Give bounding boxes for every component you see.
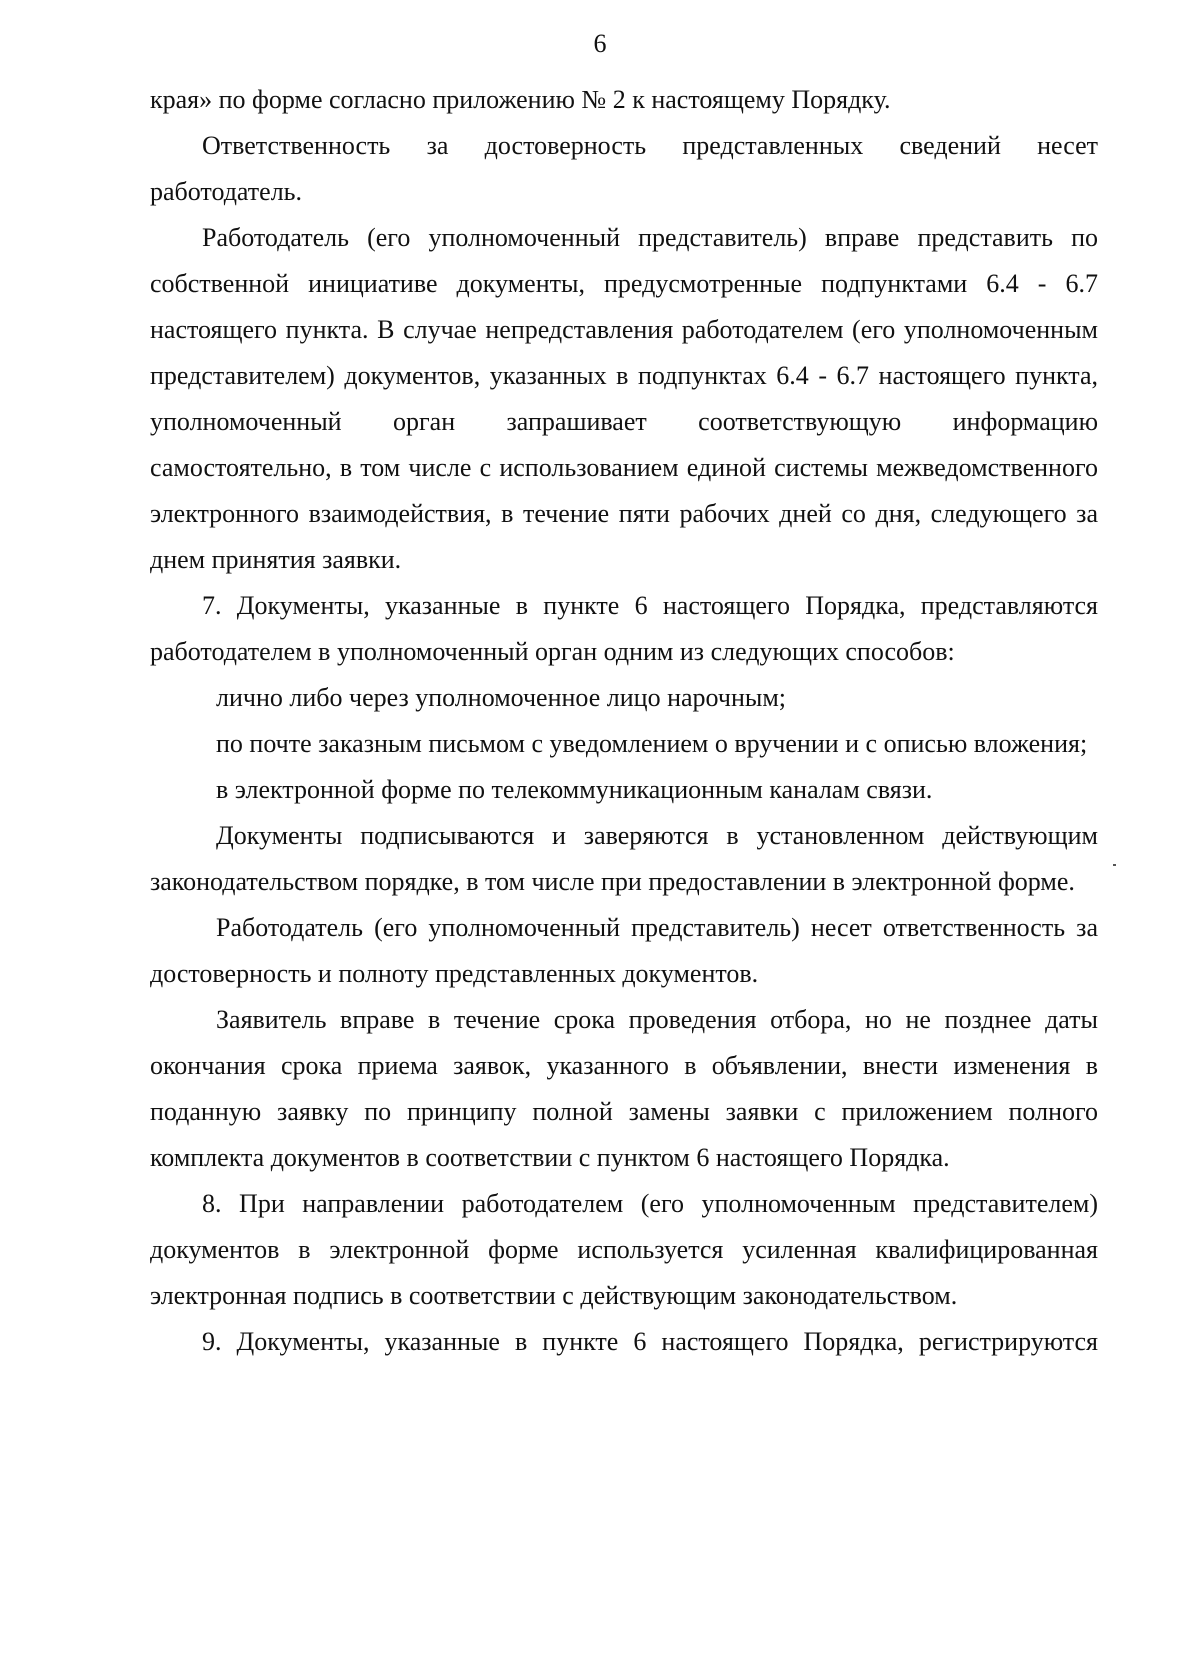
paragraph-method-in-person: лично либо через уполномоченное лицо нарочным; (216, 683, 787, 712)
scan-speck (1113, 864, 1116, 866)
paragraph-continuation: края» по форме согласно приложению № 2 к настоящему Порядку. (150, 85, 891, 114)
paragraph-item-9: 9. Документы, указанные в пункте 6 настоящего Порядка, регистрируются (202, 1327, 1098, 1356)
paragraph-employer-responsibility: Работодатель (его уполномоченный представитель) несет ответственность за достоверность и полноту представленных документов. (150, 913, 1098, 988)
paragraph-employer-documents: Работодатель (его уполномоченный представитель) вправе представить по собственной инициативе документы, предусмотренные подпунктами 6.4 - 6.7 настоящего пункта. В случае непредставления работодателем (его уполномоченным представителем) документов, указанных в подпунктах 6.4 - 6.7 настоящего пункта, уполномоченный орган запрашивает соответствующую информацию самостоятельно, в том числе с использованием единой системы межведомственного электронного взаимодействия, в течение пяти рабочих дней со дня, следующего за днем принятия заявки. (150, 223, 1098, 574)
page-number: 6 (593, 29, 607, 58)
document-body (150, 77, 1098, 1365)
paragraph-method-electronic: в электронной форме по телекоммуникационным каналам связи. (216, 775, 933, 804)
paragraph-signing: Документы подписываются и заверяются в установленном действующим законодательством порядке, в том числе при предоставлении в электронной форме. (150, 821, 1098, 896)
paragraph-applicant-changes: Заявитель вправе в течение срока проведения отбора, но не позднее даты окончания срока приема заявок, указанного в объявлении, внести изменения в поданную заявку по принципу полной замены заявки с приложением полного комплекта документов в соответствии с пунктом 6 настоящего Порядка. (150, 1005, 1098, 1172)
paragraph-item-8: 8. При направлении работодателем (его уполномоченным представителем) документов в электронной форме используется усиленная квалифицированная электронная подпись в соответствии с действующим законодательством. (150, 1189, 1098, 1310)
paragraph-item-7: 7. Документы, указанные в пункте 6 настоящего Порядка, представляются работодателем в уполномоченный орган одним из следующих способов: (150, 591, 1098, 666)
paragraph-responsibility: Ответственность за достоверность представленных сведений несет работодатель. (150, 131, 1098, 206)
paragraph-method-mail: по почте заказным письмом с уведомлением о вручении и с описью вложения; (216, 729, 1088, 758)
